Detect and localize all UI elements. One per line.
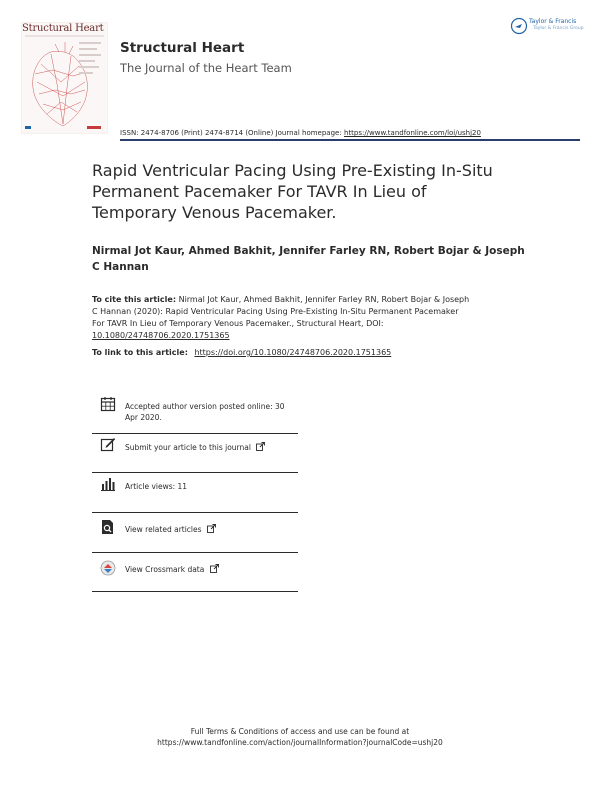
accepted-text: Accepted author version posted online: 30 Apr 2020. [125,402,285,422]
crossmark-icon [100,560,116,576]
document-search-icon [100,519,116,535]
crossmark-row[interactable] [92,554,298,594]
info-divider [92,591,298,592]
external-link-icon [207,524,216,533]
crossmark-text: View Crossmark data [125,565,205,574]
journal-title: Structural Heart [120,40,245,56]
footer [100,726,500,748]
link-label: To link to this article: [92,348,188,357]
footer-terms-text: Full Terms & Conditions of access and use can be found at [190,727,410,736]
external-link-icon [210,564,219,573]
publisher-subname: Taylor & Francis Group [533,26,584,31]
journal-homepage-link[interactable]: https://www.tandfonline.com/loi/ushj20 [343,129,481,137]
cite-text: Nirmal Jot Kaur, Ahmed Bakhit, Jennifer Farley RN, Robert Bojar & Joseph C Hannan (2020): Rapid Ventricular Pacing Using Pre-Existing In-Situ Permanent Pacemaker For TAVR In Lieu of Temporary Venous Pacemaker., Structural Heart, DOI: [92,295,470,328]
issn-text: ISSN: 2474-8706 (Print) 2474-8714 (Online) Journal homepage: [120,129,342,137]
views-row [92,474,298,514]
article-link-line [92,348,391,357]
info-divider [92,472,298,473]
journal-subtitle: The Journal of the Heart Team [120,61,292,75]
article-title: Rapid Ventricular Pacing Using Pre-Existing In-Situ Permanent Pacemaker For TAVR In Lieu of Temporary Venous Pacemaker. [92,161,493,222]
info-divider [92,552,298,553]
submit-text: Submit your article to this journal [125,443,251,452]
related-row[interactable] [92,514,298,554]
views-text: Article views: 11 [125,482,188,491]
footer-terms-link[interactable]: https://www.tandfonline.com/action/journalInformation?journalCode=ushj20 [157,738,443,747]
crossmark-link[interactable] [125,564,297,575]
article-info-list [92,394,298,594]
accepted-row [92,394,298,434]
calendar-icon [100,396,116,412]
publisher-name: Taylor & Francis [529,18,577,25]
info-divider [92,512,298,513]
journal-cover-image [21,22,108,134]
external-link-icon [256,442,265,451]
related-text: View related articles [125,525,202,534]
citation-block [92,294,472,342]
article-authors: Nirmal Jot Kaur, Ahmed Bakhit, Jennifer Farley RN, Robert Bojar & Joseph C Hannan [92,245,525,273]
bar-chart-icon [100,476,116,492]
related-link[interactable] [125,524,297,535]
issn-line [120,129,481,137]
submit-row[interactable] [92,434,298,474]
cite-doi-link[interactable]: 10.1080/24748706.2020.1751365 [92,331,230,340]
cite-label: To cite this article: [92,295,177,304]
edit-icon [100,436,116,452]
cover-title: Structural Heart [22,23,104,34]
submit-link[interactable] [125,442,297,453]
header-divider [120,139,580,141]
article-doi-link[interactable]: https://doi.org/10.1080/24748706.2020.1751365 [194,348,392,357]
